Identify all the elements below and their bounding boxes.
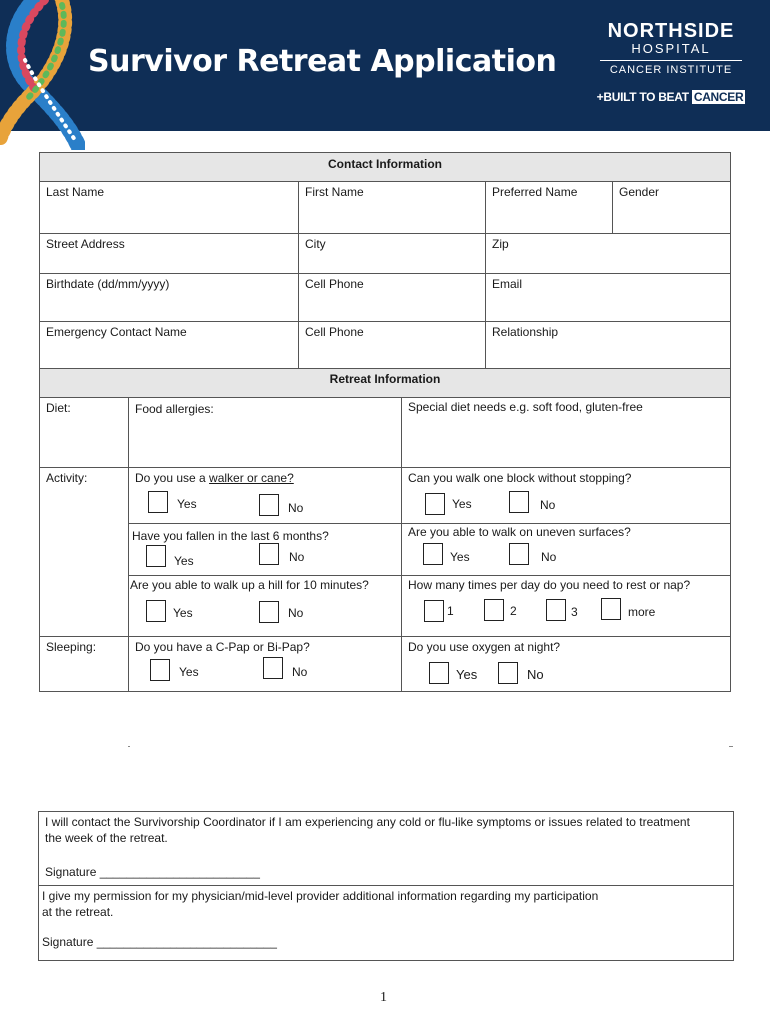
tagline: +BUILT TO BEAT CANCER	[596, 90, 744, 104]
first-name-field[interactable]: First Name	[298, 181, 486, 234]
stray-mark	[729, 746, 733, 747]
symptoms-statement: I will contact the Survivorship Coordinator if I am experiencing any cold or flu-like symptoms or issues related to treatment	[45, 815, 690, 829]
hill-yes-checkbox[interactable]	[146, 600, 166, 622]
walker-yes-label: Yes	[177, 497, 197, 511]
contact-heading: Contact Information	[39, 152, 731, 182]
permission-statement-cont: at the retreat.	[42, 905, 114, 919]
activity-label: Activity:	[39, 467, 129, 637]
logo-sub: HOSPITAL	[631, 41, 711, 56]
logo-institute: CANCER INSTITUTE	[609, 64, 733, 76]
preferred-name-field[interactable]: Preferred Name	[485, 181, 613, 234]
page-title: Survivor Retreat Application	[88, 44, 557, 79]
rest-1-label: 1	[447, 604, 454, 618]
page-number: 1	[380, 990, 387, 1005]
signature-line-2[interactable]: Signature ___________________________	[42, 935, 277, 949]
zip-field[interactable]: Zip	[485, 233, 731, 274]
cpap-yes-checkbox[interactable]	[150, 659, 170, 681]
fallen-question: Have you fallen in the last 6 months?	[132, 529, 329, 543]
rest-more-checkbox[interactable]	[601, 598, 621, 620]
uneven-no-checkbox[interactable]	[509, 543, 529, 565]
relationship-field[interactable]: Relationship	[485, 321, 731, 369]
retreat-heading: Retreat Information	[39, 368, 731, 398]
special-diet-field[interactable]: Special diet needs e.g. soft food, gluten-free	[401, 397, 731, 468]
walk-block-question: Can you walk one block without stopping?	[408, 471, 632, 485]
awareness-ribbon-graphic	[0, 0, 85, 150]
uneven-no-label: No	[541, 550, 557, 564]
last-name-field[interactable]: Last Name	[39, 181, 299, 234]
hill-question: Are you able to walk up a hill for 10 minutes?	[130, 578, 369, 592]
walker-no-label: No	[288, 501, 304, 515]
rest-3-checkbox[interactable]	[546, 599, 566, 621]
walk-block-yes-checkbox[interactable]	[425, 493, 445, 515]
uneven-question: Are you able to walk on uneven surfaces?	[408, 525, 631, 539]
cpap-question: Do you have a C-Pap or Bi-Pap?	[135, 640, 310, 654]
fallen-no-checkbox[interactable]	[259, 543, 279, 565]
oxygen-yes-checkbox[interactable]	[429, 662, 449, 684]
permission-consent-section	[38, 885, 734, 961]
hill-no-checkbox[interactable]	[259, 601, 279, 623]
walk-block-no-checkbox[interactable]	[509, 491, 529, 513]
fallen-yes-checkbox[interactable]	[146, 545, 166, 567]
rest-2-checkbox[interactable]	[484, 599, 504, 621]
emergency-contact-field[interactable]: Emergency Contact Name	[39, 321, 299, 369]
uneven-yes-label: Yes	[450, 550, 470, 564]
hill-no-label: No	[288, 606, 304, 620]
walker-no-checkbox[interactable]	[259, 494, 279, 516]
sleeping-label: Sleeping:	[39, 636, 129, 692]
hill-yes-label: Yes	[173, 606, 193, 620]
symptoms-consent-section	[38, 811, 734, 886]
cpap-yes-label: Yes	[179, 665, 199, 679]
signature-line-1[interactable]: Signature ________________________	[45, 865, 260, 879]
rest-2-label: 2	[510, 604, 517, 618]
fallen-yes-label: Yes	[174, 554, 194, 568]
walk-block-no-label: No	[540, 498, 556, 512]
emergency-cell-phone-field[interactable]: Cell Phone	[298, 321, 486, 369]
fallen-no-label: No	[289, 550, 305, 564]
street-address-field[interactable]: Street Address	[39, 233, 299, 274]
permission-statement: I give my permission for my physician/mid-level provider additional information regarding my participation	[42, 889, 599, 903]
northside-logo	[586, 20, 756, 105]
email-field[interactable]: Email	[485, 273, 731, 322]
diet-label: Diet:	[39, 397, 129, 468]
oxygen-no-checkbox[interactable]	[498, 662, 518, 684]
walker-yes-checkbox[interactable]	[148, 491, 168, 513]
rest-3-label: 3	[571, 605, 578, 619]
food-allergies-field[interactable]: Food allergies:	[128, 397, 402, 468]
cell-phone-field[interactable]: Cell Phone	[298, 273, 486, 322]
city-field[interactable]: City	[298, 233, 486, 274]
stray-mark	[128, 746, 130, 747]
oxygen-no-label: No	[527, 667, 544, 682]
gender-field[interactable]: Gender	[612, 181, 731, 234]
rest-question: How many times per day do you need to rest or nap?	[408, 578, 691, 592]
oxygen-yes-label: Yes	[456, 667, 478, 682]
rest-more-label: more	[628, 605, 656, 619]
symptoms-statement-cont: the week of the retreat.	[45, 831, 168, 845]
cpap-no-label: No	[292, 665, 308, 679]
cpap-no-checkbox[interactable]	[263, 657, 283, 679]
birthdate-field[interactable]: Birthdate (dd/mm/yyyy)	[39, 273, 299, 322]
rest-1-checkbox[interactable]	[424, 600, 444, 622]
logo-name: NORTHSIDE	[607, 20, 735, 42]
walker-question: Do you use a walker or cane?	[135, 471, 294, 485]
oxygen-question: Do you use oxygen at night?	[408, 640, 561, 654]
walk-block-yes-label: Yes	[452, 497, 472, 511]
uneven-yes-checkbox[interactable]	[423, 543, 443, 565]
